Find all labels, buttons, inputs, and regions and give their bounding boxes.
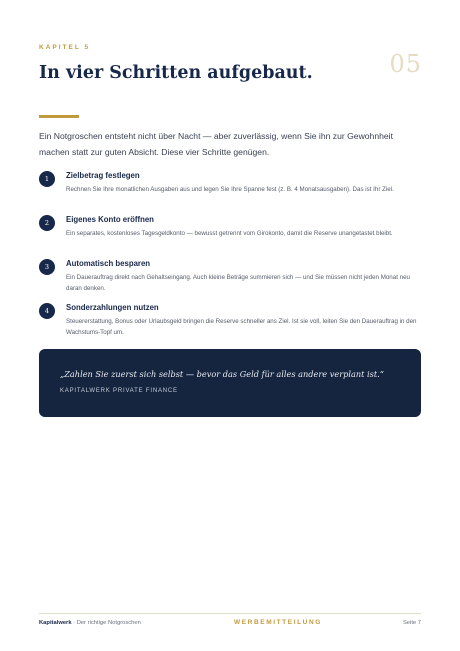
footer-page-number: Seite 7	[402, 620, 421, 626]
steps-list	[39, 170, 421, 346]
footer-brand-line	[39, 620, 141, 626]
step-title: Eigenes Konto eröffnen	[66, 215, 154, 224]
step-text: Steuererstattung, Bonus oder Urlaubsgeld bringen die Reserve schneller ans Ziel. Ist sie voll, leiten Sie den Dauerauftrag in den Wachstums-Topf um.	[66, 318, 417, 336]
title-accent-rule	[39, 115, 79, 118]
intro-paragraph: Ein Notgroschen entsteht nicht über Nacht — aber zuverlässig, wenn Sie ihn zur Gewohnheit machen statt zur guten Absicht. Diese vier Schritte genügen.	[39, 131, 393, 157]
step-item	[39, 258, 421, 302]
step-number-badge: 2	[39, 215, 55, 231]
page-title: In vier Schritten aufgebaut.	[39, 63, 313, 83]
step-text: Ein Dauerauftrag direkt nach Gehaltseingang. Auch kleine Beträge summieren sich — und Sie müssen nicht jeden Monat neu daran denken.	[66, 274, 410, 292]
chapter-number: 05	[389, 50, 422, 78]
step-title: Sonderzahlungen nutzen	[66, 303, 159, 312]
step-number-badge: 4	[39, 303, 55, 319]
step-text: Ein separates, kostenloses Tagesgeldkonto — bewusst getrennt vom Girokonto, damit die Reserve unangetastet bleibt.	[66, 230, 393, 237]
step-number-badge: 3	[39, 259, 55, 275]
footer-brand: Kapitalwerk	[39, 620, 72, 626]
chapter-label: KAPITEL 5	[39, 44, 91, 51]
step-title: Zielbetrag festlegen	[66, 171, 140, 180]
quote-text: „Zahlen Sie zuerst sich selbst — bevor das Geld für alles andere verplant ist.“	[60, 369, 384, 379]
footer-divider	[39, 613, 421, 614]
step-item	[39, 170, 421, 214]
step-number-badge: 1	[39, 171, 55, 187]
quote-source: KAPITALWERK PRIVATE FINANCE	[60, 388, 178, 394]
step-item	[39, 214, 421, 258]
footer-subtitle: · Der richtige Notgroschen	[71, 620, 141, 626]
quote-box	[39, 349, 421, 417]
footer-disclaimer: WERBEMITTEILUNG	[234, 619, 322, 626]
step-item	[39, 302, 421, 346]
step-title: Automatisch besparen	[66, 259, 151, 268]
step-text: Rechnen Sie Ihre monatlichen Ausgaben aus und legen Sie Ihre Spanne fest (z. B. 4 Monatsausgaben). Das ist Ihr Ziel.	[66, 186, 394, 193]
